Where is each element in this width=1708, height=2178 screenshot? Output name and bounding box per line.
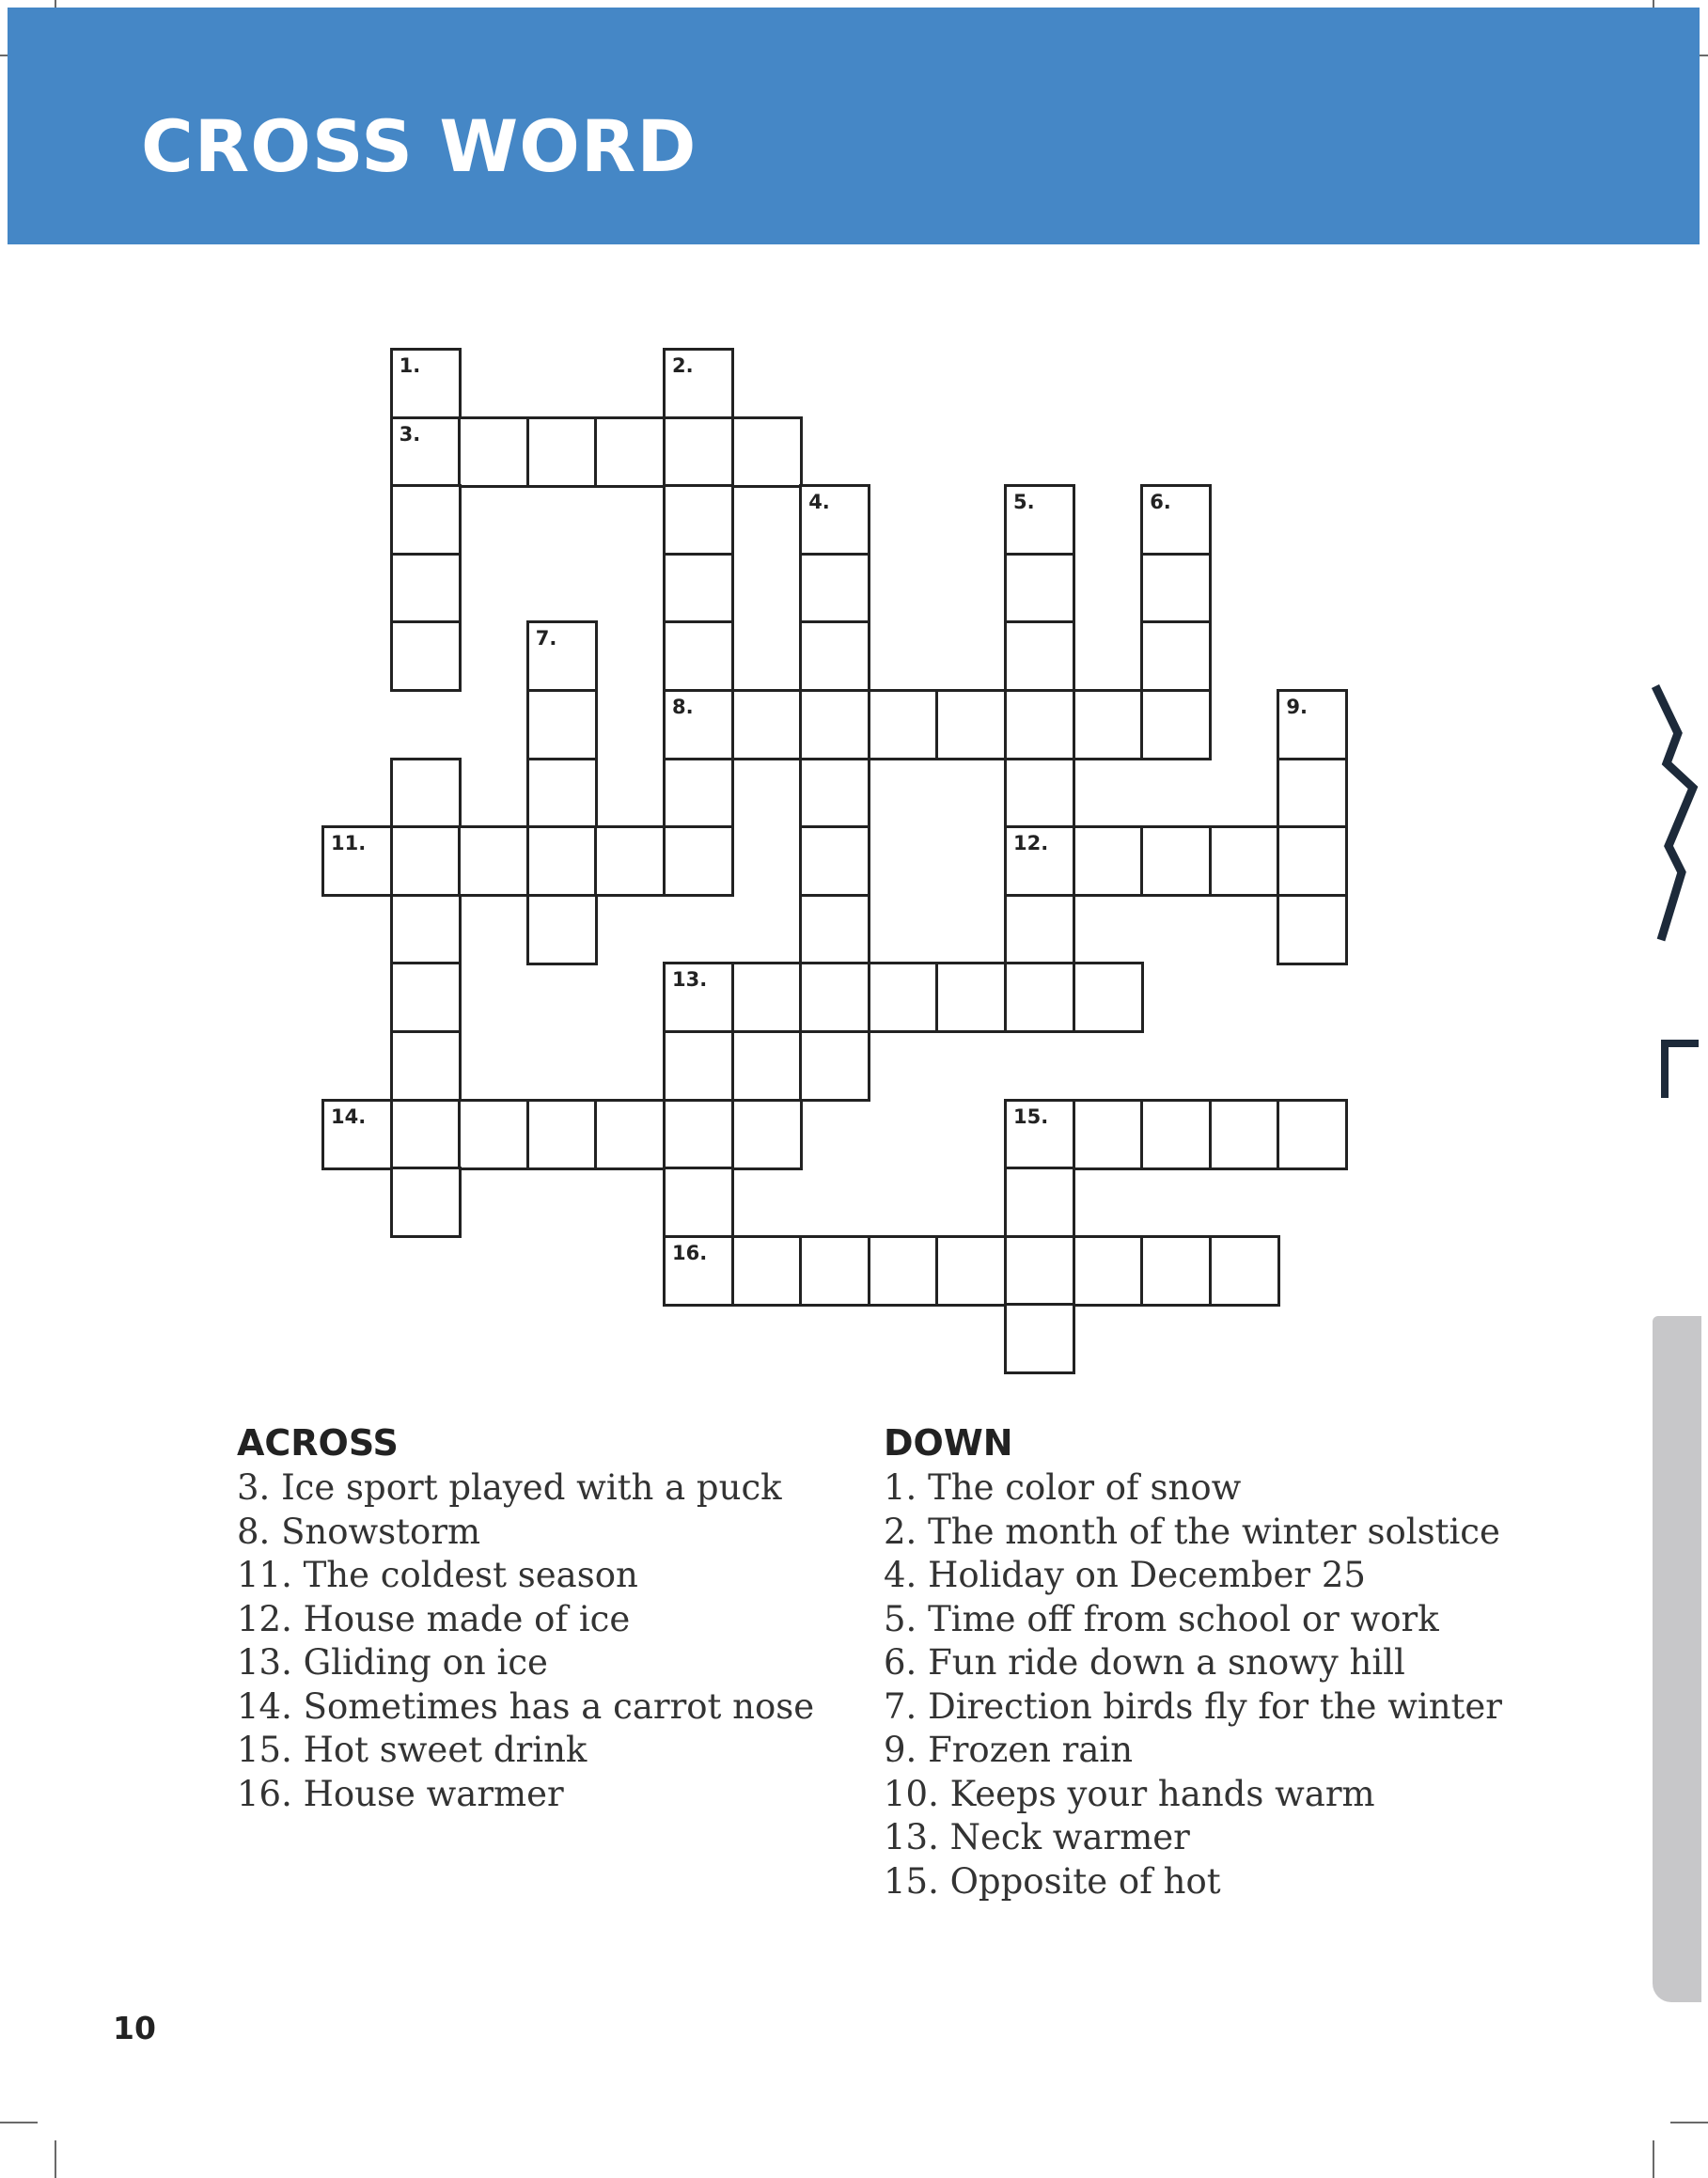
clue: 1. The color of snow — [884, 1467, 1242, 1508]
grid-cell — [663, 758, 734, 829]
grid-cell — [663, 825, 734, 897]
grid-cell — [799, 1235, 870, 1307]
grid-cell — [731, 689, 803, 760]
clue-number: 16. — [672, 1241, 708, 1264]
grid-cell — [390, 825, 462, 897]
grid-cell — [390, 894, 462, 965]
clue-number: 13. — [672, 968, 708, 992]
grid-cell — [935, 962, 1007, 1033]
grid-cell — [1004, 484, 1075, 556]
grid-cell — [526, 689, 598, 760]
grid-cell — [799, 620, 870, 692]
clue: 11. The coldest season — [237, 1555, 638, 1595]
grid-cell — [1277, 758, 1348, 829]
grid-cell — [390, 484, 462, 556]
grid-cell — [390, 1099, 462, 1170]
grid-cell — [594, 825, 666, 897]
grid-cell — [1004, 1303, 1075, 1374]
clue: 4. Holiday on December 25 — [884, 1555, 1366, 1595]
grid-cell — [799, 758, 870, 829]
grid-cell — [663, 553, 734, 624]
grid-cell — [663, 689, 734, 760]
grid-cell — [1073, 962, 1144, 1033]
side-tab — [1653, 1316, 1701, 2002]
grid-cell — [1004, 825, 1075, 897]
grid-cell — [731, 416, 803, 488]
grid-cell — [526, 620, 598, 692]
clue: 15. Hot sweet drink — [237, 1730, 588, 1770]
grid-cell — [1209, 825, 1280, 897]
clue: 8. Snowstorm — [237, 1511, 481, 1552]
page-title: CROSS WORD — [141, 104, 697, 188]
grid-cell — [799, 689, 870, 760]
clue-number: 5. — [1013, 491, 1035, 514]
grid-cell — [1140, 689, 1212, 760]
clue: 13. Gliding on ice — [237, 1642, 548, 1683]
grid-cell — [594, 1099, 666, 1170]
grid-cell — [868, 689, 939, 760]
across-heading: ACROSS — [237, 1422, 399, 1464]
grid-cell — [526, 416, 598, 488]
clue-number: 8. — [672, 696, 694, 718]
grid-cell — [1073, 1235, 1144, 1307]
grid-cell — [390, 1030, 462, 1102]
grid-cell — [1209, 1235, 1280, 1307]
grid-cell — [458, 1099, 529, 1170]
clue: 7. Direction birds fly for the winter — [884, 1685, 1502, 1727]
clue-number: 3. — [399, 422, 421, 446]
clue-number: 7. — [535, 627, 557, 650]
grid-cell — [526, 825, 598, 897]
clue: 16. House warmer — [237, 1773, 564, 1814]
grid-cell — [1209, 1099, 1280, 1170]
grid-cell — [1277, 894, 1348, 965]
grid-cell — [935, 689, 1007, 760]
grid-cell — [663, 620, 734, 692]
grid-cell — [731, 1099, 803, 1170]
across-clues — [237, 1421, 814, 1816]
page-number: 10 — [113, 2010, 156, 2046]
clue-number: 2. — [672, 354, 694, 377]
grid-cell — [663, 1235, 734, 1307]
grid-cell — [1004, 1235, 1075, 1307]
grid-cell — [1140, 1099, 1212, 1170]
grid-cell — [390, 553, 462, 624]
grid-cell — [663, 416, 734, 488]
grid-cell — [868, 962, 939, 1033]
grid-cell — [663, 348, 734, 419]
grid-cell — [1140, 1235, 1212, 1307]
clue: 5. Time off from school or work — [884, 1598, 1439, 1639]
grid-cell — [799, 484, 870, 556]
grid-cell — [526, 1099, 598, 1170]
grid-cell — [390, 758, 462, 829]
grid-cell — [321, 825, 393, 897]
decorative-tree-art — [1650, 677, 1708, 1109]
grid-cell — [799, 894, 870, 965]
clue: 15. Opposite of hot — [884, 1860, 1221, 1902]
clue: 10. Keeps your hands warm — [884, 1773, 1375, 1814]
grid-cell — [799, 1030, 870, 1102]
clue-number: 12. — [1013, 832, 1049, 855]
grid-cell — [731, 1030, 803, 1102]
grid-cell — [1140, 553, 1212, 624]
clue: 9. Frozen rain — [884, 1730, 1134, 1770]
clue-number: 9. — [1286, 696, 1308, 718]
grid-cell — [663, 1167, 734, 1238]
grid-cell — [1277, 1099, 1348, 1170]
clue: 2. The month of the winter solstice — [884, 1511, 1500, 1552]
grid-cell — [663, 1030, 734, 1102]
grid-cell — [1073, 1099, 1144, 1170]
grid-cell — [1004, 894, 1075, 965]
clue: 12. House made of ice — [237, 1598, 631, 1639]
clue-number: 15. — [1013, 1105, 1049, 1128]
grid-cell — [1004, 758, 1075, 829]
grid-cell — [526, 758, 598, 829]
grid-cell — [1004, 962, 1075, 1033]
grid-cell — [1140, 620, 1212, 692]
down-clues — [884, 1421, 1502, 1904]
grid-cell — [731, 962, 803, 1033]
grid-cell — [458, 416, 529, 488]
grid-cell — [390, 962, 462, 1033]
grid-cell — [799, 962, 870, 1033]
clue-number: 1. — [399, 354, 421, 377]
clue: 13. Neck warmer — [884, 1817, 1190, 1857]
grid-cell — [390, 1167, 462, 1238]
grid-cell — [799, 825, 870, 897]
clue-number: 14. — [331, 1105, 367, 1128]
grid-cell — [390, 348, 462, 419]
clue-number: 4. — [808, 491, 830, 514]
down-heading: DOWN — [884, 1422, 1013, 1464]
grid-cell — [935, 1235, 1007, 1307]
clue-number: 11. — [331, 832, 367, 855]
grid-cell — [731, 1235, 803, 1307]
grid-cell — [594, 416, 666, 488]
grid-cell — [799, 553, 870, 624]
clue-number: 6. — [1150, 491, 1171, 514]
clue: 14. Sometimes has a carrot nose — [237, 1685, 815, 1727]
grid-cell — [1004, 620, 1075, 692]
grid-cell — [663, 962, 734, 1033]
grid-cell — [663, 1099, 734, 1170]
grid-cell — [1004, 689, 1075, 760]
grid-cell — [1004, 1167, 1075, 1238]
grid-cell — [1073, 689, 1144, 760]
grid-cell — [1140, 484, 1212, 556]
grid-cell — [1004, 1099, 1075, 1170]
clue: 6. Fun ride down a snowy hill — [884, 1642, 1405, 1683]
grid-cell — [1277, 825, 1348, 897]
grid-cell — [321, 1099, 393, 1170]
grid-cell — [868, 1235, 939, 1307]
grid-cell — [1277, 689, 1348, 760]
grid-cell — [1004, 553, 1075, 624]
grid-cell — [390, 620, 462, 692]
grid-cell — [458, 825, 529, 897]
grid-cell — [1073, 825, 1144, 897]
grid-cell — [390, 416, 462, 488]
grid-cell — [526, 894, 598, 965]
grid-cell — [663, 484, 734, 556]
grid-cell — [1140, 825, 1212, 897]
clue: 3. Ice sport played with a puck — [237, 1467, 782, 1508]
